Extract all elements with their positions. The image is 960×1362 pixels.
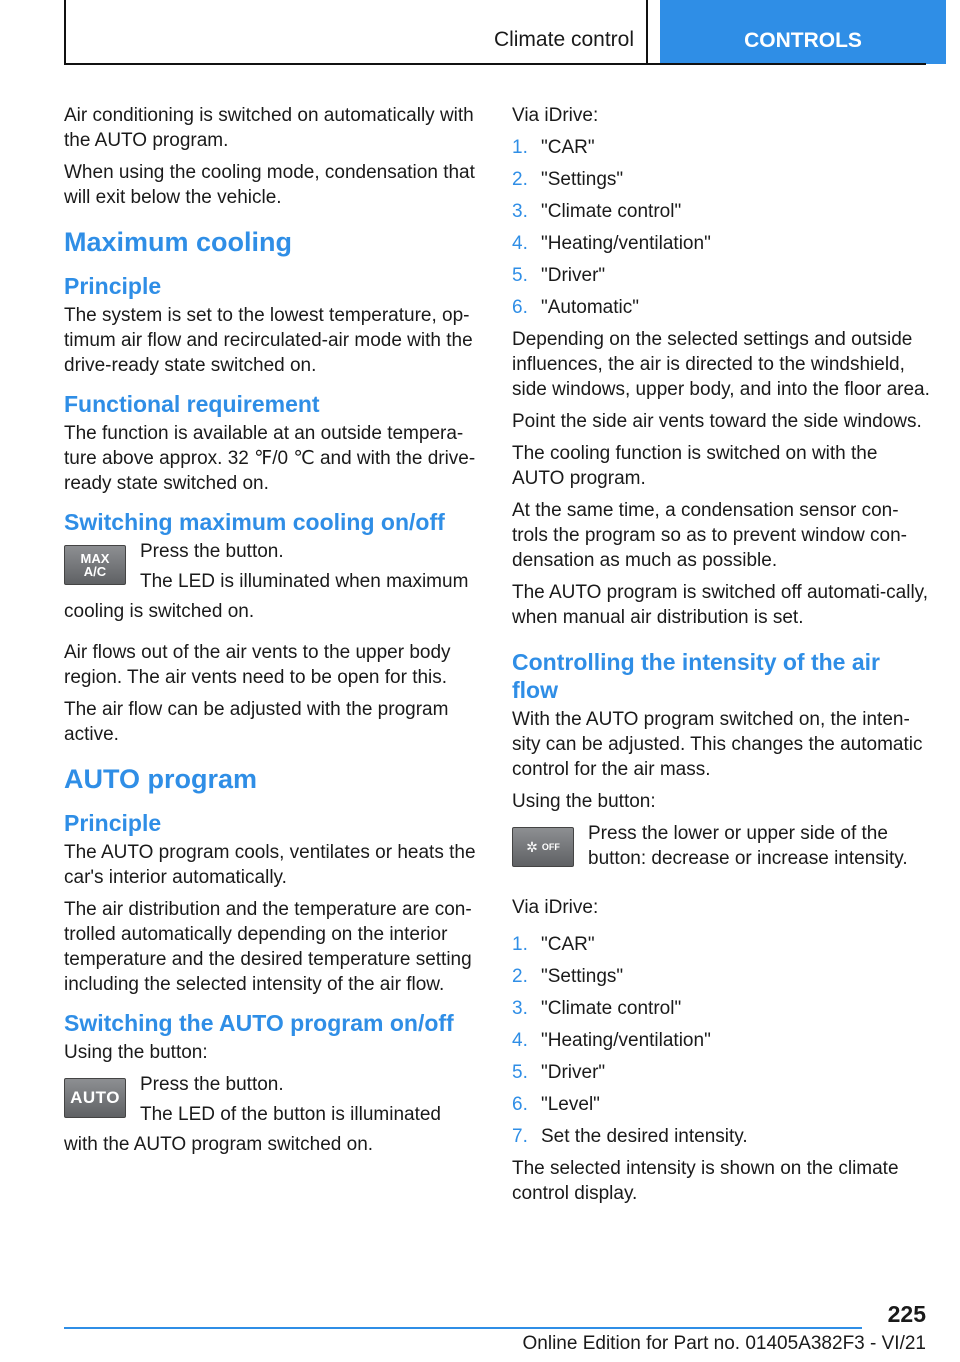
intro-paragraph: When using the cooling mode, condensation that will exit below the vehicle. <box>64 162 475 208</box>
paragraph: Air flows out of the air vents to the upper body region. The air vents need to be open for this. <box>64 642 451 688</box>
header-rule <box>64 63 926 65</box>
max-ac-instruction <box>64 539 482 601</box>
paragraph: At the same time, a condensation sensor con-trols the program so as to prevent window con-densation as much as possible. <box>512 500 907 571</box>
list-item: 1. "CAR" <box>512 137 595 158</box>
list-item: 3. "Climate control" <box>512 201 682 222</box>
list-item: 1. "CAR" <box>512 934 595 955</box>
footer-rule <box>64 1327 862 1329</box>
subheading-switching-max-cooling: Switching maximum cooling on/off <box>64 509 445 535</box>
paragraph: Press the lower or upper side of the button: decrease or increase intensity. <box>588 823 908 869</box>
paragraph: Depending on the selected settings and outside influences, the air is directed to the windshield, side windows, upper body, and into the floor area. <box>512 329 930 400</box>
list-item: 6. "Automatic" <box>512 297 639 318</box>
idrive-steps-list <box>512 135 932 320</box>
paragraph: Press the button. <box>140 1074 284 1095</box>
list-item: 3. "Climate control" <box>512 998 682 1019</box>
paragraph: Press the button. <box>140 541 284 562</box>
list-item: 5. "Driver" <box>512 265 606 286</box>
paragraph: The cooling function is switched on with the AUTO program. <box>512 443 878 489</box>
paragraph: Point the side air vents toward the side windows. <box>512 411 922 432</box>
heading-maximum-cooling: Maximum cooling <box>64 227 293 257</box>
page-number: 225 <box>887 1301 926 1327</box>
paragraph: The LED of the button is illuminated <box>140 1104 442 1125</box>
header-chapter-tab: CONTROLS <box>660 0 946 64</box>
paragraph: The LED is illuminated when maximum <box>140 571 469 592</box>
subheading-switching-auto: Switching the AUTO program on/off <box>64 1010 454 1036</box>
paragraph: Via iDrive: <box>512 105 599 126</box>
left-column <box>64 103 482 1164</box>
subheading-principle: Principle <box>64 810 162 836</box>
right-column <box>512 103 932 1213</box>
fan-intensity-button-icon: ✲ OFF <box>512 827 574 867</box>
list-item: 5. "Driver" <box>512 1062 606 1083</box>
edition-note: Online Edition for Part no. 01405A382F3 - VI/21 <box>522 1333 926 1354</box>
subheading-functional-requirement: Functional requirement <box>64 391 320 417</box>
paragraph: With the AUTO program switched on, the inten-sity can be adjusted. This changes the automatic control for the air mass. <box>512 709 923 780</box>
auto-button-icon: AUTO <box>64 1078 126 1118</box>
paragraph: The AUTO program is switched off automati-cally, when manual air distribution is set. <box>512 582 929 628</box>
auto-instruction <box>64 1072 482 1134</box>
list-item: 2. "Settings" <box>512 966 624 987</box>
paragraph: with the AUTO program switched on. <box>64 1134 374 1155</box>
max-ac-button-icon: MAX A/C <box>64 545 126 585</box>
paragraph: The air flow can be adjusted with the program active. <box>64 699 449 745</box>
list-item: 6. "Level" <box>512 1094 600 1115</box>
intro-paragraph: Air conditioning is switched on automatically with the AUTO program. <box>64 105 474 151</box>
heading-auto-program: AUTO program <box>64 764 258 794</box>
paragraph: The air distribution and the temperature are con-trolled automatically depending on the interior temperature and the desired temperature setting including the selected intensity of the air flow. <box>64 899 472 995</box>
list-item: 7. Set the desired intensity. <box>512 1126 748 1147</box>
subheading-controlling-intensity: Controlling the intensity of the air flow <box>512 649 880 703</box>
paragraph: The AUTO program cools, ventilates or heats the car's interior automatically. <box>64 842 476 888</box>
header-section-title: Climate control <box>493 28 634 51</box>
fan-icon: ✲ <box>526 838 538 855</box>
intensity-instruction <box>512 821 932 891</box>
list-item: 2. "Settings" <box>512 169 624 190</box>
paragraph: Using the button: <box>512 791 656 812</box>
idrive-steps-list <box>512 932 932 1149</box>
paragraph: The selected intensity is shown on the climate control display. <box>512 1158 899 1204</box>
paragraph: Via iDrive: <box>512 897 599 918</box>
paragraph: Using the button: <box>64 1042 208 1063</box>
subheading-principle: Principle <box>64 273 162 299</box>
paragraph: cooling is switched on. <box>64 601 255 622</box>
list-item: 4. "Heating/ventilation" <box>512 1030 711 1051</box>
list-item: 4. "Heating/ventilation" <box>512 233 711 254</box>
paragraph: The system is set to the lowest temperature, op-timum air flow and recirculated-air mode with the drive-ready state switched on. <box>64 305 473 376</box>
paragraph: The function is available at an outside tempera-ture above approx. 32 ℉/0 ℃ and with the drive-ready state switched on. <box>64 423 476 494</box>
